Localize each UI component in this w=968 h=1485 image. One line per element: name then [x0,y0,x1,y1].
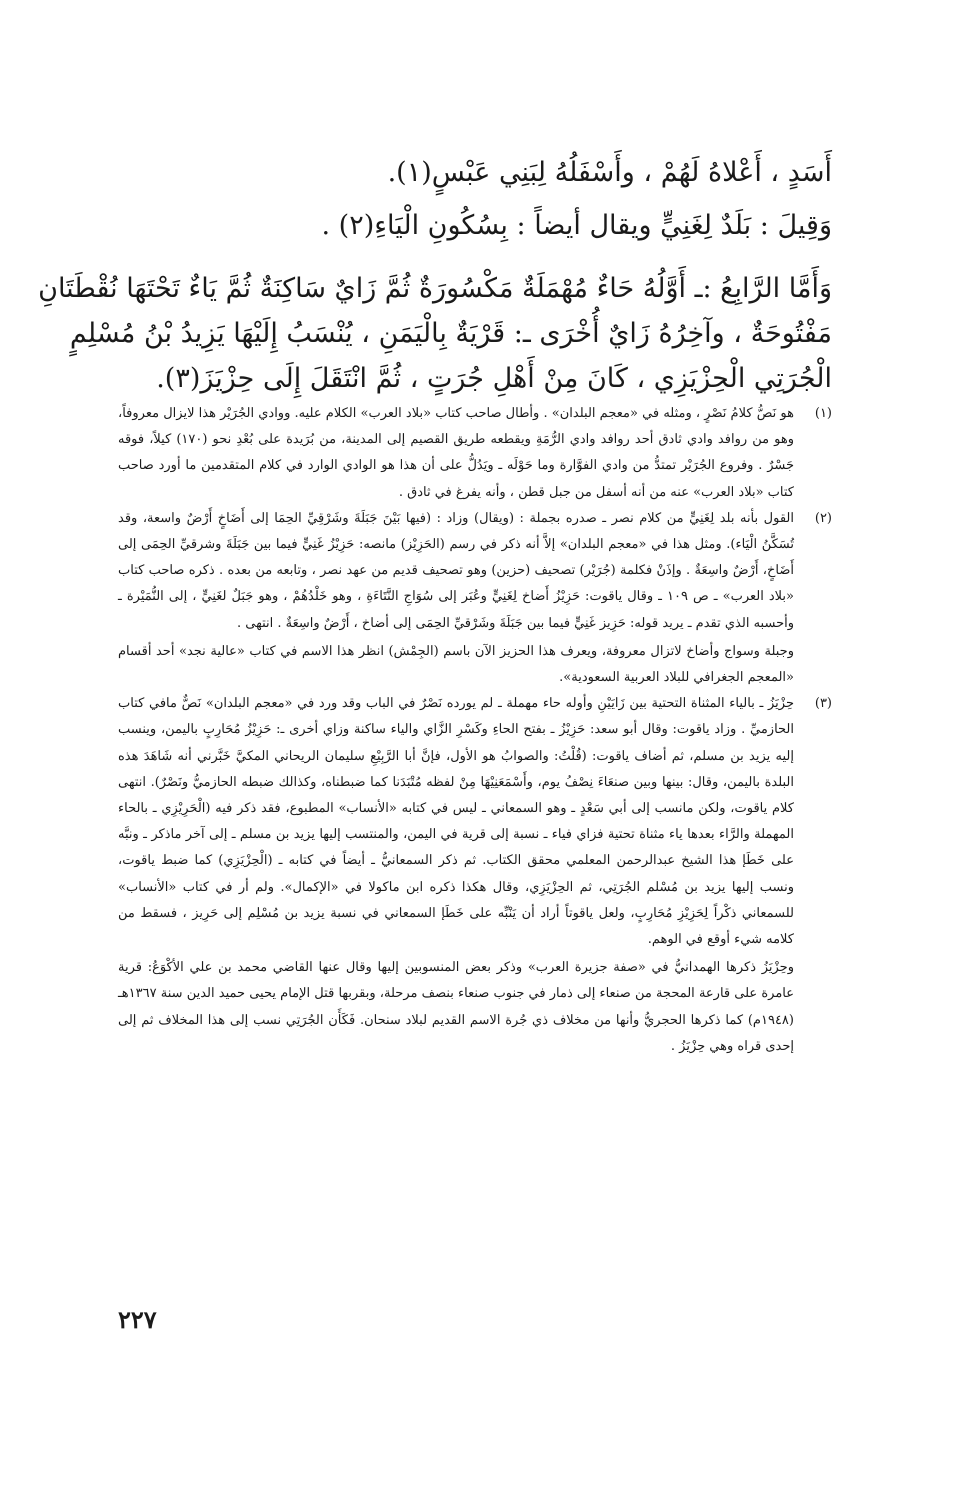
main-text-line-3: وَأَمَّا الرَّابِعُ :ـ أَوَّلُهُ حَاءٌ مُهْمَلَةٌ مَكْسُورَةٌ ثُمَّ زَايٌ سَاكِنَةٌ ثُمَّ يَاءٌ تَحْتَهَا نُقْطَتَانِ [38,273,832,304]
main-text-line-2: وَقِيلَ : بَلَدٌ لِغَنِيٍّ ويقال أيضاً : بِسُكُونِ الْيَاءِ(٢) . [321,210,832,241]
footnote-number: (٢) [814,510,832,526]
footnote-paragraph: حِزْيَزُ ـ بالياء المثناة التحتية بين زَايَيْنِ وأوله حاء مهملة ـ لم يورده نَصْرٌ في الباب وقد ورد في «معجم البلدان» نَصٌّ مافي كتاب الحازميِّ . وزاد ياقوت: وقال أبو سعد: حَزِيْزُ ـ بفتح الحاءِ وكَسْرِ الزَّاي والياء ساكنة وزاي أخرى ـ: حَزِيْزُ مُحَارِبٍ باليمن، وينسب إليه يزيد بن مسلم، ثم أضاف ياقوت: (قُلْتُ: والصوابُ هو الأول، فإنَّ أبا الرَّبِيْعِ سليمان الريحاني المكيَّ خَبَّرني أنه شَاهَدَ هذه البلدة باليمن، وقال: بينها وبين صنعَاءَ نِصْفُ يوم، وأَسْمَعَنِيْهَا مِنْ لفظه مُتْبَدَنا كما ضبطناه، وكذالك ضبطه الحازميُّ ونَصْرٌ). انتهى كلام ياقوت، ولكن مانسب إلى أبي سَعْدٍ ـ وهو السمعاني ـ ليس في كتابه «الأنساب» المطبوع، فقد ذكر فيه (الْحَرِيْزِي ـ بالحاء المهملة والرَّاء بعدها ياء مثناة تحتية فزاي فياء ـ نسبة إلى قرية في اليمن، والمنتسب إليها يزيد بن مسلم ـ إلى آخر ماذكر ـ ونبَّه على خَطَإ هذا الشيخ عبدالرحمن المعلمي محقق الكتاب. ثم ذكر السمعانيُّ ـ أيضاً في كتابه ـ (الْحِزْيَزِي) كما ضبط ياقوت، ونسب إليها يزيد بن مُسْلم الجُرَتِي، ثم الحِزْيَزِي، وقال هكذا ذكره ابن ماكولا في «الإكمال». ولم أر في كتاب «الأنساب» للسمعاني ذكْراً لِحَزِيْزِ مُحَارِبٍ، ولعل ياقوتاً أراد أن يَنْبِّه على خَطَإ السمعاني في نسبة يزيد بن مُسْلِم إلى حَرِيز ، فسقط من كلامه شيء أوقع في الوهم. [118,696,794,948]
footnote-1 [118,401,832,506]
footnote-paragraph: وجبلة وسواج وأضاخ لاتزال معروفة، ويعرف هذا الحزيز الآن باسم (الجِمْش) انظر هذا الاسم في كتاب «عالية نجد» أحد أقسام «المعجم الجغرافي للبلاد العربية السعودية». [118,643,794,686]
footnote-paragraph: هو نَصُّ كلامُ نَصْرٍ ، ومثله في «معجم البلدان» . وأطال صاحب كتاب «بلاد العرب» الكلام عليه. ووادي الجُرَيْر هذا لايزال معروفاً، وهو من روافد وادي ثادق أحد روافد وادي الرُّمَةِ ويقطعه طريق القصيم إلى المدينة، من بُرَيدة على بُعْدِ نحو (١٧٠) كيلاً، فوقه جَسْرٌ . وفروع الجُرَيْر تمتدُّ من وادي الفوَّارة وما حَوْلَه ـ ويَدُلُّ على أن هذا هو الوادي الوارد في كلام المتقدمين ما أورد صاحب كتاب «بلاد العرب» عنه من أنه أسفل من جبل قطن ، وأنه يفرغ في ثادق . [118,406,795,500]
footnote-paragraph: القول بأنه بلد لِغَنِيٍّ من كلام نصر ـ صدره بجملة : (ويقال) وزاد : (فيها بَيْنَ جَبَلَةَ وشَرْقِيِّ الحِمَا إلى أَضَاخٍ أَرْضٌ واسعة، وقد تُسَكَّنُ الْيَاء). ومثل هذا في «معجم البلدان» إلاَّ أنه ذكر في رسم (الحَزِيْز) مانصه: حَزِيْزُ غَنِيٍّ فيما بين جَبَلَةَ وشرقيِّ الحِمَى إلى أَضَاخٍ، أَرْضٌ واسِعَةٌ . وإذَنْ فكلمة (جُرَيْر) تصحيف (حزين) وهو تصحيف قديم من عهد نصر ، وتابعه من بعده . ذكره صاحب كتاب «بلاد العرب» ـ ص ١٠٩ ـ وقال ياقوت: حَزِيْزُ أَضاخ لِغَنِيٍّ وعُبَر إلى سُوَاجِ النَّتَاءَةِ ، وهو خَلْدُهُمْ ، وهو جَبَلٌ لغَنِيٍّ ، إلى النُّمَيْرة ـ وأحسبه الذي تقدم ـ يريد قوله: حَزِيز غَنِيٍّ فيما بين جَبَلَةَ وشَرْقيِّ الحِمَى إلى أضاخ ، أَرْضٌ واسِعَةٌ . انتهى . [118,510,794,631]
page-content [38,150,832,1060]
footnote-body [118,691,794,1060]
main-text-line-1: أَسَدٍ ، أَعْلاهُ لَهُمْ ، وأَسْفَلُهُ لِبَنِي عَبْسٍ(١). [387,157,832,188]
footnote-body [118,401,794,506]
footnote-number: (٣) [814,696,832,712]
main-text-line-5: الْجُرَتِي الْحِزْيَزِي ، كَانَ مِنْ أَهْلِ جُرَتٍ ، ثُمَّ انْتَقَلَ إِلَى حِزْيَزَ(٣). [156,363,832,394]
footnote-2 [118,506,832,691]
footnote-body [118,506,794,691]
footnote-number: (١) [814,406,832,421]
footnote-paragraph: وحِزْيَزُ ذكرها الهمدانيُّ في «صفة جزيرة العرب» وذكر بعض المنسوبين إليها وقال عنها القاضي محمد بن علي الأكْوَعُ: قرية عامرة على قارعة المحجة من صنعاء إلى ذمار في جنوب صنعاء بنصف مرحلة، وبقربها قتل الإمام يحيى حميد الدين سنة ١٣٦٧هـ (١٩٤٨م) كما ذكرها الحجريُّ وأنها من مخلاف ذي جُرة الاسم القديم لبلاد سنحان. فَكَأَن الجُرَتِي نسب إلى هذا المخلاف ثم إلى إحدى قراه وهي حِزْيَزُ . [118,960,794,1054]
page-number: ٢٢٧ [118,1305,157,1334]
main-text-line-4: مَفْتُوحَةٌ ، وآخِرُهُ زَايٌ أُخْرَى ـ: قَرْيَةٌ بِالْيَمَنِ ، يُنْسَبُ إِلَيْهَا يَزِيدُ بْنُ مُسْلِمٍ [69,318,832,349]
footnote-3 [118,691,832,1060]
footnotes [118,401,832,1060]
